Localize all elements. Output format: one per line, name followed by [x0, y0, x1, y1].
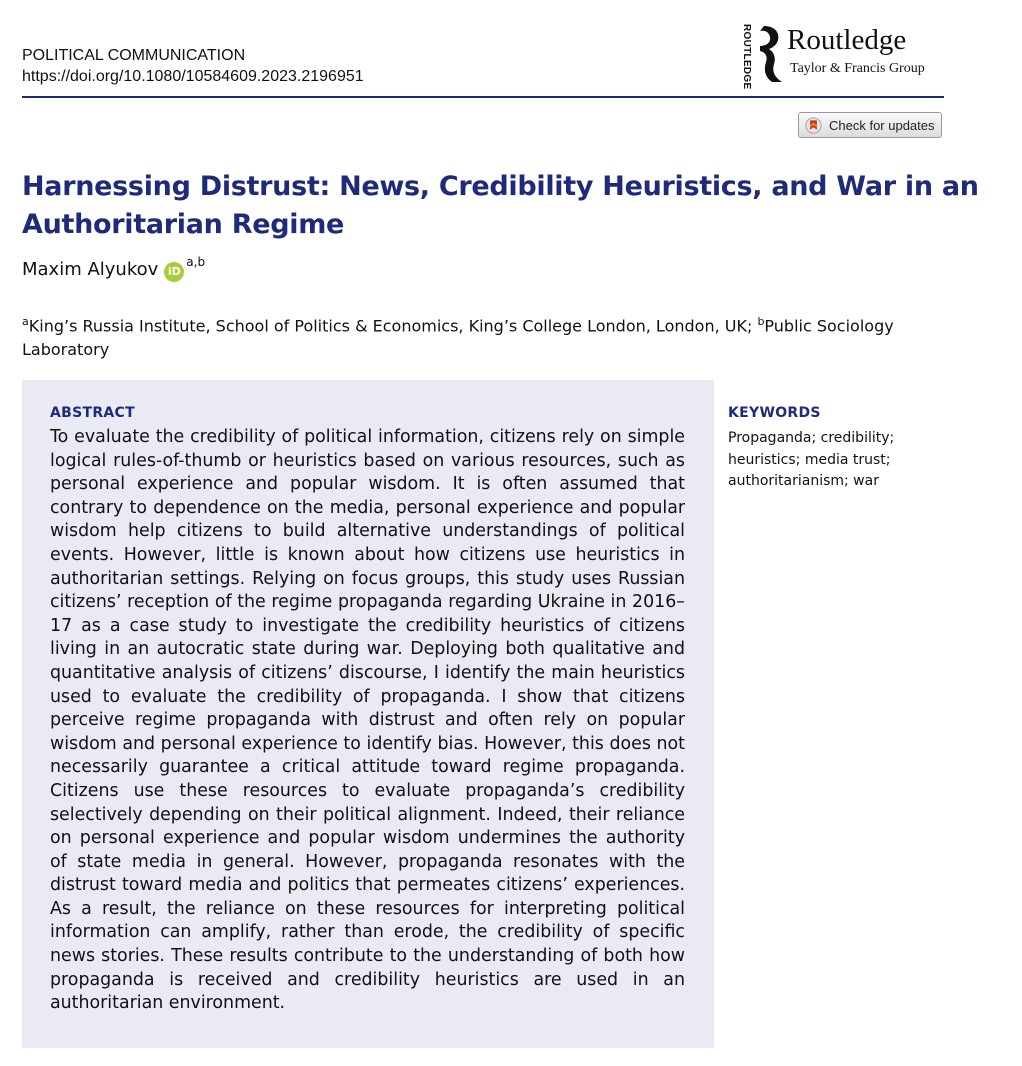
routledge-logo-icon: [752, 24, 786, 84]
author-name[interactable]: Maxim Alyukov: [22, 259, 159, 280]
keywords-heading: KEYWORDS: [728, 405, 821, 421]
publisher-group: Taylor & Francis Group: [790, 61, 925, 76]
publisher-vertical-text: ROUTLEDGE: [741, 24, 752, 90]
article-title: Harnessing Distrust: News, Credibility Heuristics, and War in an Authoritarian Regime: [22, 171, 979, 240]
publisher-logo[interactable]: [732, 22, 944, 90]
header-divider: [22, 96, 944, 98]
check-for-updates-button[interactable]: [798, 112, 942, 138]
author-line: [22, 255, 206, 282]
check-for-updates-label: Check for updates: [829, 117, 935, 133]
publisher-name: Routledge: [787, 24, 907, 56]
affiliation-a-mark: a: [22, 315, 29, 328]
affiliations: [22, 310, 952, 362]
doi-link[interactable]: https://doi.org/10.1080/10584609.2023.2196951: [22, 68, 364, 85]
affiliation-b-mark: b: [757, 315, 765, 328]
author-affiliation-marks: a,b: [186, 255, 206, 269]
affiliation-a: King’s Russia Institute, School of Politics & Economics, King’s College London, London, UK;: [28, 316, 758, 336]
affiliation-b: Public Sociology Laboratory: [22, 316, 894, 360]
abstract-heading: ABSTRACT: [50, 405, 135, 421]
keywords-text: Propaganda; credibility; heuristics; media trust; authoritarianism; war: [728, 430, 895, 489]
abstract-text: To evaluate the credibility of political information, citizens rely on simple logical rules-of-thumb or heuristics based on various resources, such as personal experience and popular wisdom. It is often assumed that contrary to dependence on the media, personal experience and popular wisdom help citizens to build alternative understandings of political events. However, little is known about how citizens use heuristics in authoritarian settings. Relying on focus groups, this study uses Russian citizens’ reception of the regime propaganda regarding Ukraine in 2016–17 as a case study to investigate the credibility heuristics of citizens living in an autocratic state during war. Deploying both qualitative and quantitative analysis of citizens’ discourse, I identify the main heuristics used to evaluate the credibility of propaganda. I show that citizens perceive regime propaganda with distrust and often rely on popular wisdom and personal experience to identify bias. However, this does not necessarily guarantee a critical attitude toward regime propaganda. Citizens use these resources to evaluate propaganda’s credibility selectively depending on their political alignment. Indeed, their reliance on personal experience and popular wisdom undermines the authority of state media in general. However, propaganda resonates with the distrust toward media and politics that permeates citizens’ experiences. As a result, the reliance on these resources for interpreting political information can amplify, rather than erode, the credibility of specific news stories. These results contribute to the understanding of both how propaganda is received and credibility heuristics are used in an authoritarian environment.: [50, 427, 685, 1014]
journal-name: POLITICAL COMMUNICATION: [22, 47, 246, 64]
crossmark-icon: [805, 117, 822, 134]
orcid-icon[interactable]: iD: [164, 262, 184, 282]
